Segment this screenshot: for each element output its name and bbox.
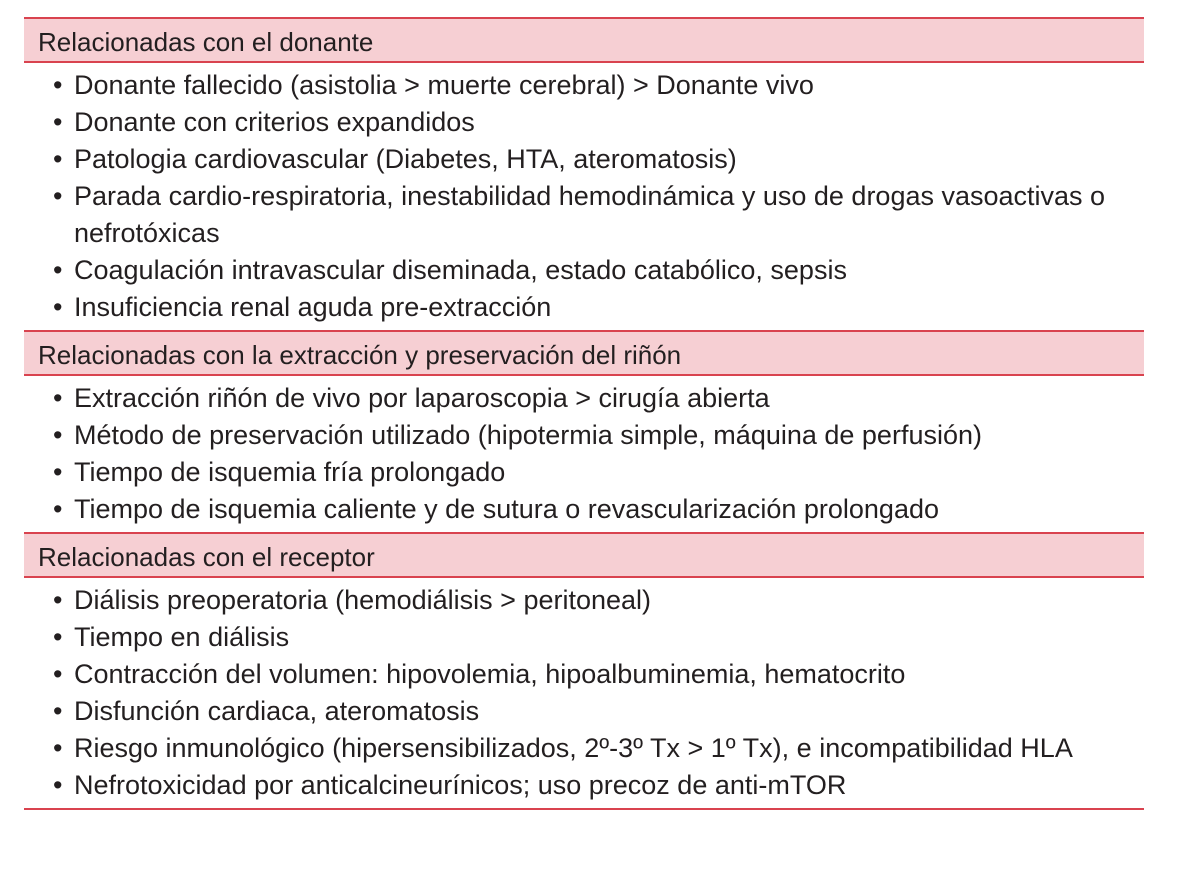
donor-factor-list [24,63,1144,330]
list-item: • Parada cardio-respiratoria, inestabilidad hemodinámica y uso de drogas vasoactivas o nefrotóxicas [24,178,1144,252]
list-item: • Patologia cardiovascular (Diabetes, HTA, ateromatosis) [24,141,1144,178]
section-donor [24,19,1144,330]
list-item: • Tiempo de isquemia fría prolongado [24,454,1144,491]
list-item: • Insuficiencia renal aguda pre-extracción [24,289,1144,326]
section-header-extraction: Relacionadas con la extracción y preservación del riñón [24,330,1144,376]
list-item: • Disfunción cardiaca, ateromatosis [24,693,1144,730]
list-item: • Tiempo de isquemia caliente y de sutura o revascularización prolongado [24,491,1144,528]
recipient-factor-list [24,578,1144,808]
list-item: • Riesgo inmunológico (hipersensibilizados, 2º-3º Tx > 1º Tx), e incompatibilidad HLA [24,730,1144,767]
list-item: • Donante con criterios expandidos [24,104,1144,141]
list-item: • Nefrotoxicidad por anticalcineurínicos; uso precoz de anti-mTOR [24,767,1144,804]
list-item: • Extracción riñón de vivo por laparoscopia > cirugía abierta [24,380,1144,417]
list-item: • Donante fallecido (asistolia > muerte cerebral) > Donante vivo [24,67,1144,104]
risk-factors-table [24,17,1144,810]
section-header-donor: Relacionadas con el donante [24,19,1144,63]
list-item: • Coagulación intravascular diseminada, estado catabólico, sepsis [24,252,1144,289]
list-item: • Tiempo en diálisis [24,619,1144,656]
list-item: • Método de preservación utilizado (hipotermia simple, máquina de perfusión) [24,417,1144,454]
section-recipient [24,532,1144,808]
extraction-factor-list [24,376,1144,532]
list-item: • Contracción del volumen: hipovolemia, hipoalbuminemia, hematocrito [24,656,1144,693]
section-extraction [24,330,1144,532]
section-header-recipient: Relacionadas con el receptor [24,532,1144,578]
list-item: • Diálisis preoperatoria (hemodiálisis > peritoneal) [24,582,1144,619]
